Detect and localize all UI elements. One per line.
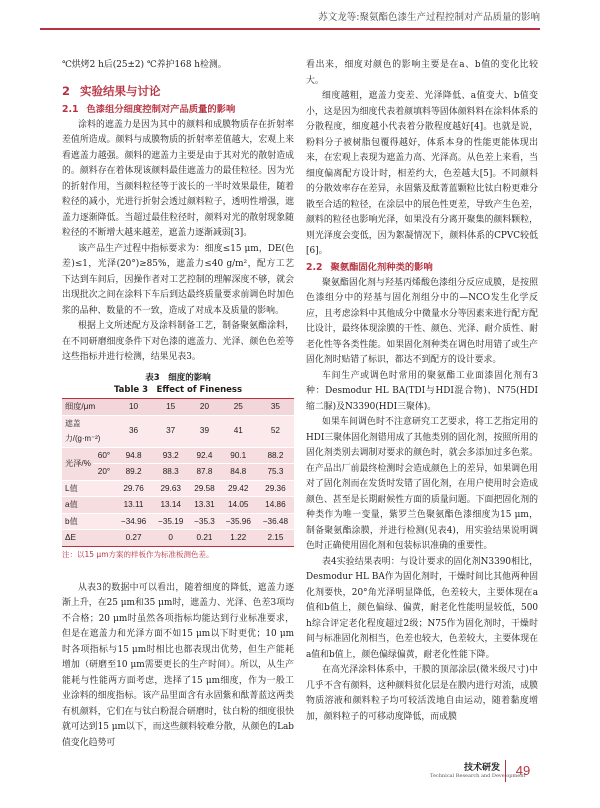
table-cell: −34.96 [115, 513, 152, 530]
table-cell: 41 [220, 415, 257, 447]
right-column [306, 58, 538, 725]
table-header-row [62, 398, 294, 415]
table-cell: 90.1 [220, 447, 257, 464]
table-row-label: 光泽/% [62, 447, 93, 480]
section-number: 2 [62, 83, 71, 98]
table-cell: 39 [189, 415, 219, 447]
paragraph: 该产品生产过程中指标要求为：细度≤15 μm，DE(色差)≤1，光泽(20°)≥85%，遮盖力≤40 g/m²，配方工艺下达到车间后，因操作者对工艺控制的理解深度不够，就会出现批次之间在涂料下车后到达最终质量要求前调色时加色浆的品种、数量的不一致，造成了对成本及质量的影响。 [62, 243, 294, 316]
table-cell: −36.48 [257, 513, 294, 530]
table-cell: 37 [152, 415, 189, 447]
table-cell: −35.19 [152, 513, 189, 530]
paragraph: 如果车间调色时不注意研究工艺要求，将工艺指定用的HDI三聚体固化剂错用成了其他类别的固化剂，按照所用的固化剂类别去调制对要求的颜色时，就会多添加过多色浆。在产品出厂前最终检测时会造成颜色上的差异，如果调色用对了固化剂而在发货时发错了固化剂，在用户使用时会造成颜色、甚至是长期耐候性方面的质量问题。下面把固化剂的种类作为唯一变量，紫罗兰色聚氨酯色漆细度为15 μm，制备聚氨酯涂膜，并进行检测(见表4)，用实验结果说明调色时正确使用固化剂和包装标识准确的重要性。 [306, 417, 538, 551]
table-row-label: a值 [62, 497, 115, 514]
table-cell: 13.14 [152, 497, 189, 514]
table-row-sublabel: 20° [93, 464, 115, 481]
table-row-label: L值 [62, 480, 115, 497]
paragraph: 表4实验结果表明：与设计要求的固化剂N3390相比，Desmodur HL BA作为固化剂时，干燥时间比其他两种固化剂要快，20°角光泽明显降低，色差较大，主要体现在a值和b值上，颜色偏绿、偏黄，耐老化性能明显较低，500 h综合评定老化程度超过2级；N75作为固化剂时，干燥时间与标准固化剂相当，色差也较大，色差较大，主要体现在a值和b值上，颜色偏绿偏黄，耐老化性能下降。 [306, 556, 538, 660]
subsection-number: 2.2 [306, 261, 323, 273]
table-header-cell: 20 [189, 398, 219, 415]
subsection-title: 色漆组分细度控制对产品质量的影响 [86, 103, 236, 115]
table-cell: 75.3 [257, 464, 294, 481]
table-cell: 29.58 [189, 480, 219, 497]
subsection-heading [62, 102, 294, 118]
table-cell: 29.63 [152, 480, 189, 497]
table-row [62, 480, 294, 497]
table-header-cell: 15 [152, 398, 189, 415]
table-cell: 92.4 [189, 447, 219, 464]
table-cell: 2.15 [257, 530, 294, 547]
footer-title: 技术研发 [463, 763, 500, 773]
paragraph: 车间生产或调色时常用的聚氨酯工业面漆固化剂有3种：Desmodur HL BA(TDI与HDI混合物)、N75(HDI缩二脲)及N3390(HDI三聚体)。 [306, 370, 538, 412]
section-title: 实验结果与讨论 [80, 83, 161, 98]
table-cell: 0 [152, 530, 189, 547]
table-cell: 0.27 [115, 530, 152, 547]
table-cell: 89.2 [115, 464, 152, 481]
running-header [0, 0, 600, 34]
paragraph: 涂料的遮盖力是因为其中的颜料和成膜物质存在折射率差值所造成。颜料与成膜物质的折射率差值越大，宏观上来看遮盖力越强。颜料的遮盖力主要是由于其对光的散射造成的。颜料存在着体现该颜料最佳遮盖力的最佳粒径。因为光的折射作用，当颜料粒径等于波长的一半时效果最佳，随着粒径的减小，光进行折射会透过颜料粒子，透明性增强，遮盖力逐渐降低。当超过最佳粒径时，颜料对光的散射现象随粒径的不断增大越来越差，遮盖力逐渐减弱[3]。 [62, 119, 294, 238]
table-cell: 88.3 [152, 464, 189, 481]
paragraph: ℃烘烤2 h后(25±2) ℃养护168 h检测。 [62, 60, 227, 70]
table-row [62, 415, 294, 447]
table-cell: −35.96 [220, 513, 257, 530]
table-row [62, 530, 294, 547]
table-cell: 13.11 [115, 497, 152, 514]
table-cell: 14.05 [220, 497, 257, 514]
table-row [62, 464, 294, 481]
page-number: 49 [505, 760, 540, 782]
table-row [62, 447, 294, 464]
header-title: 苏文龙等:聚氨酯色漆生产过程控制对产品质量的影响 [318, 12, 540, 23]
table-cell: 52 [257, 415, 294, 447]
table-row-sublabel: 60° [93, 447, 115, 464]
footer-subtitle: Technical Research and Development [430, 773, 526, 779]
paragraph: 看出来，细度对颜色的影响主要是在a、b值的变化比较大。 [306, 60, 538, 86]
paragraph: 根据上文所述配方及涂料制备工艺，制备聚氨酯涂料，在不同研磨细度条件下对色漆的遮盖力、光泽、颜色色差等这些指标并进行检测，结果见表3。 [62, 321, 294, 362]
table-cell: 1.22 [220, 530, 257, 547]
table-header-cell: 10 [115, 398, 152, 415]
table-row-label: b值 [62, 513, 115, 530]
subsection-number: 2.1 [62, 103, 79, 115]
table-cell: 0.21 [189, 530, 219, 547]
header-rule [40, 28, 540, 30]
paragraph: 从表3的数据中可以看出，随着细度的降低，遮盖力逐渐上升，在25 μm和35 μm时，遮盖力、光泽、色差3项均不合格；20 μm时虽然各项指标均能达到行业标准要求，但是在遮盖力和光泽方面不如15 μm以下时更优；10 μm时各项指标与15 μm时相比也都表现出优势，但生产能耗增加（研磨至10 μm需要更长的生产时间）。所以，从生产能耗与性能两方面考虑，选择了15 μm细度，作为一般工业涂料的细度指标。该产品里面含有永固紫和酞菁蓝这两类有机颜料，它们在与钛白粉混合研磨时，钛白粉的细度很快就可达到15 μm以下，而这些颜料较难分散，从颜色的Lab值变化趋势可 [62, 582, 294, 748]
paragraph: 细度越粗，遮盖力变差、光泽降低、a值变大、b值变小，这是因为细度代表着颜填料等固体颜料料在涂料体系的分散程度，细度越小代表着分散程度越好[4]。也就是说，粉料分子被树脂包覆得越好，体系本身的性能更能体现出来，在宏观上表现为遮盖力高、光泽高。从色差上来看，当细度偏离配方设计时，相差约大，色差越大[5]。不同颜料的分散效率存在差异，永固紫及酞菁蓝颗粒比钛白粉更难分散至合适的粒径，在涂层中的展色性更差，导致产生色差，颜料的粒径也影响光泽，如果没有分离开聚集的颜料颗粒，则光泽度会变低，因为絮凝情况下，颜料体系的CPVC较低[6]。 [306, 91, 538, 256]
table-cell: 88.2 [257, 447, 294, 464]
table-row [62, 513, 294, 530]
table-cell: 29.36 [257, 480, 294, 497]
table-row [62, 497, 294, 514]
fineness-table [62, 398, 294, 547]
table-cell: 13.31 [189, 497, 219, 514]
paragraph: 在高光泽涂料体系中，干膜的顶部涂层(微米级尺寸)中几乎不含有颜料，这种颜料贫化层是在膜内进行对流，成膜物质溶液和颜料粒子均可较活泼地自由运动，随着黏度增加，颜料粒子的可移动度降低，而成膜 [306, 665, 538, 722]
table-note: 注：以15 μm方案的样板作为标准板测色差。 [62, 549, 214, 559]
section-heading [62, 82, 294, 100]
subsection-heading [306, 260, 538, 276]
table-header-cell: 细度/μm [62, 398, 115, 415]
table-caption [62, 372, 294, 396]
paragraph: 聚氨酯固化剂与羟基丙烯酸色漆组分反应成膜，是按照色漆组分中的羟基与固化剂组分中的—NCO发生化学反应，且考虑涂料中其他成分中微量水分等因素来进行配方配比设计，最终体现涂膜的干性、颜色、光泽、耐介质性、耐老化性等各类性能。如果固化剂种类在调色时用错了或生产固化剂时贴错了标识，都达不到配方的设计要求。 [306, 277, 538, 365]
left-column [62, 58, 294, 751]
table-cell: 84.8 [220, 464, 257, 481]
table-caption-en: Table 3 Effect of Fineness [113, 384, 243, 395]
table-caption-cn: 表3 细度的影响 [145, 372, 211, 383]
table-cell: 14.86 [257, 497, 294, 514]
table-header-cell: 25 [220, 398, 257, 415]
table-row-label: ΔE [62, 530, 115, 547]
table-cell: 29.76 [115, 480, 152, 497]
table-header-cell: 35 [257, 398, 294, 415]
table-cell: 87.8 [189, 464, 219, 481]
table-row-label: 遮盖力/(g·m⁻²) [62, 415, 115, 447]
table-cell: 93.2 [152, 447, 189, 464]
table-cell: 36 [115, 415, 152, 447]
table-cell: 94.8 [115, 447, 152, 464]
subsection-title: 聚氨酯固化剂种类的影响 [330, 261, 433, 273]
table-cell: −35.3 [189, 513, 219, 530]
table-cell: 29.42 [220, 480, 257, 497]
